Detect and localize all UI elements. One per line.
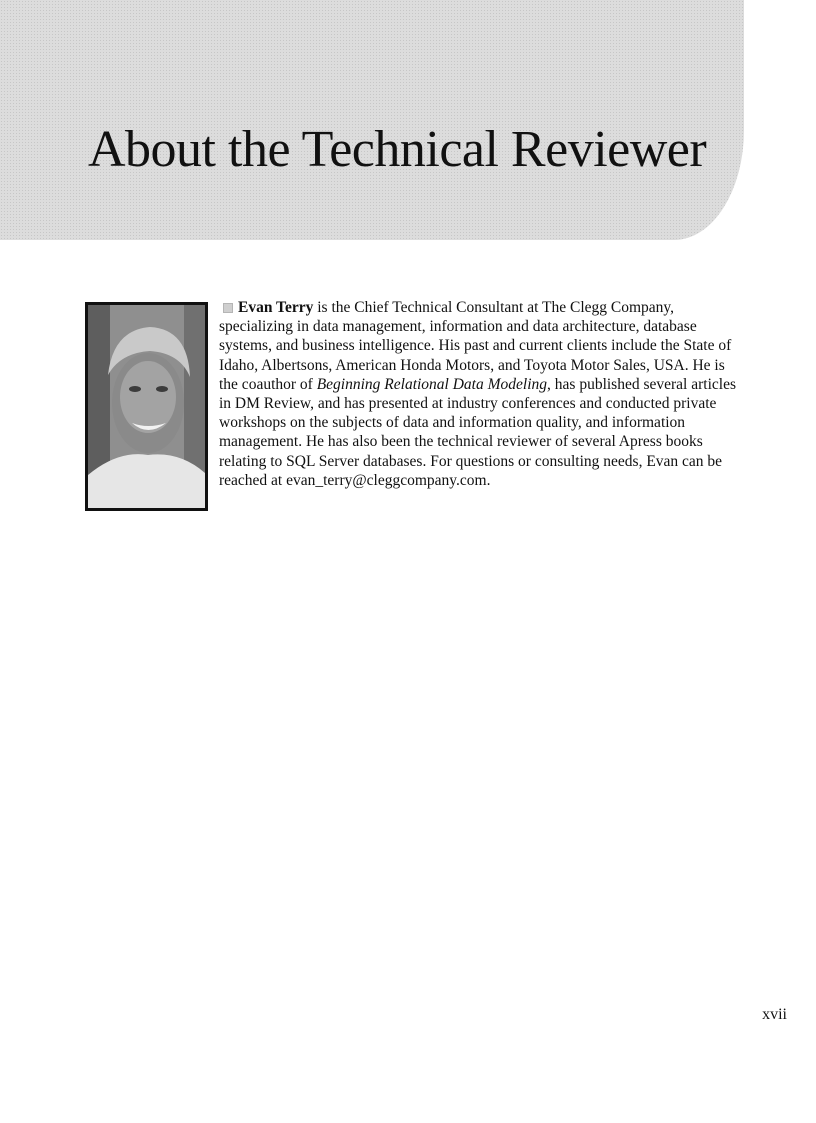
- reviewer-photo: [85, 302, 208, 511]
- portrait-icon: [88, 305, 205, 508]
- page-number: xvii: [762, 1006, 787, 1023]
- reviewer-bio: [219, 298, 739, 490]
- bio-intro: is the Chief Technical Consultant at The Clegg Company, specializing in data management, information and data architecture, database systems, and business intelligence. His past and current clients include the State of Idaho, Albertsons, American Honda Motors, and Toyota Motor Sales, USA. He is the coauthor of: [219, 299, 732, 393]
- reviewer-name: Evan Terry: [238, 299, 314, 316]
- bullet-icon: [223, 303, 233, 313]
- book-title: Beginning Relational Data Modeling: [316, 375, 548, 393]
- chapter-title: About the Technical Reviewer: [88, 121, 707, 178]
- bio-outro: , has published several articles in DM Review, and has presented at industry conferences and conducted private workshops on the subjects of data and information quality, and information management. He has also been the technical reviewer of several Apress books relating to SQL Server databases. For questions or consulting needs, Evan can be reached at evan_terry@cleggcompany.com.: [219, 375, 736, 489]
